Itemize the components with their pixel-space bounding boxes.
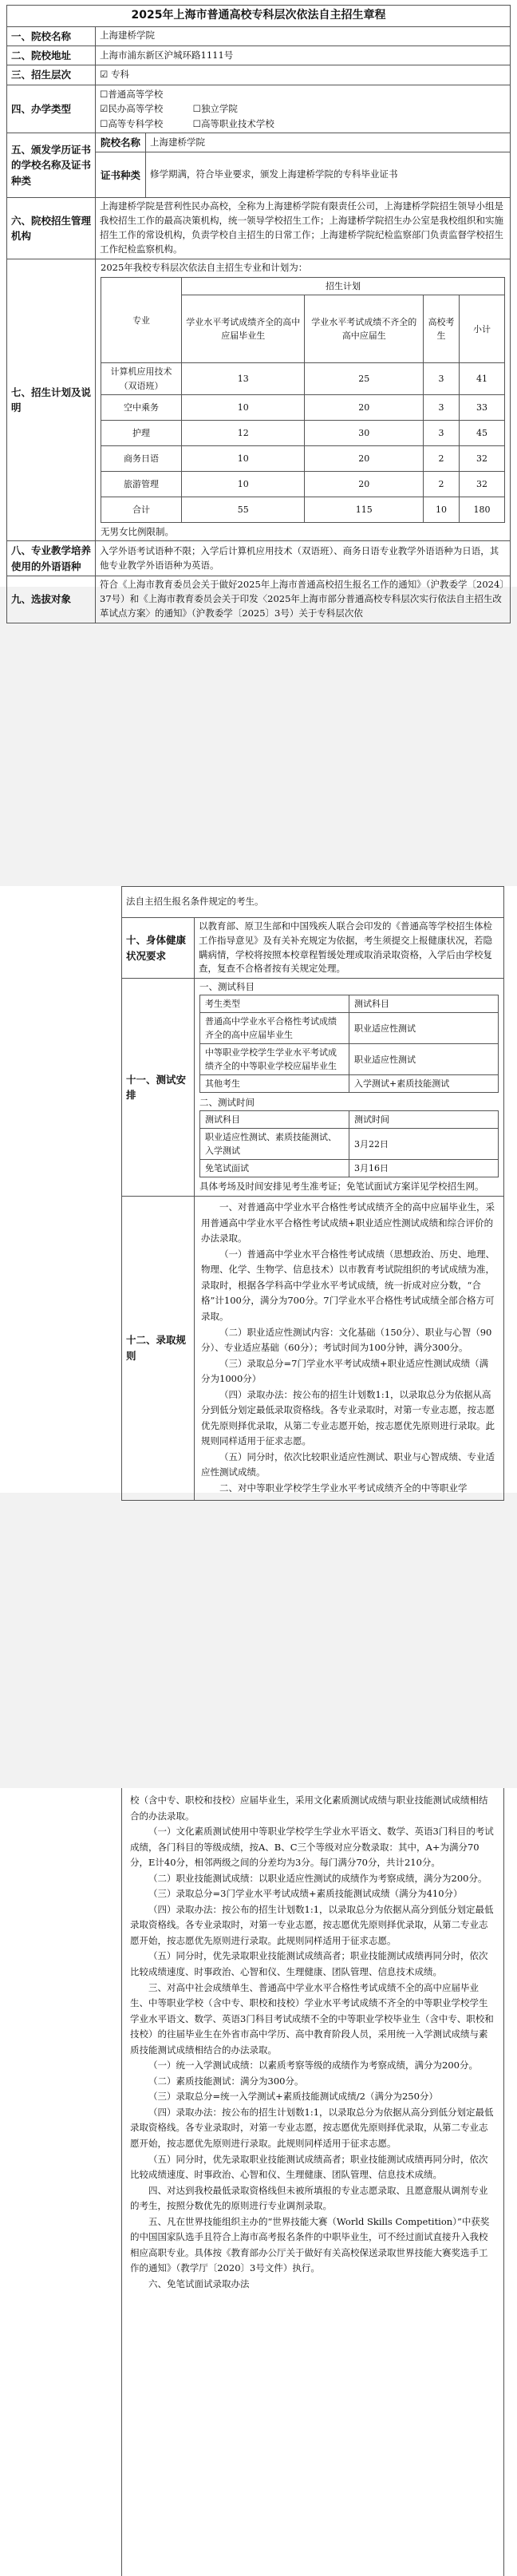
enrollment-plan-note: 无男女比例限制。	[101, 525, 174, 537]
table-row	[200, 1160, 499, 1177]
plan-subtotal: 32	[460, 471, 505, 497]
table-row	[200, 1044, 499, 1075]
total-label: 合计	[101, 497, 182, 522]
level-text: 专科	[110, 69, 129, 81]
major-name: 旅游管理	[101, 471, 182, 497]
row-label-certificate: 五、颁发学历证书的学校名称及证书种类	[7, 133, 96, 197]
rule-paragraph: 二、对中等职业学校学生学业水平考试成绩齐全的中等职业学	[219, 1482, 468, 1494]
header-major: 专业	[101, 278, 182, 363]
charter-table-part1	[6, 5, 511, 623]
test-subjects-heading: 一、测试科目	[199, 981, 255, 993]
row-label-school-name: 一、院校名称	[7, 26, 96, 46]
plan-value: 2	[424, 471, 460, 497]
admission-rules-continued	[121, 1788, 504, 2576]
rule-paragraph: （五）同分时，优先录取职业技能测试成绩高者；职业技能测试成绩再同分时，依次比较成绩速度、时事政治、心智和仪、生理健康、团队管理、信息技术成绩。	[130, 2153, 488, 2181]
table-row	[200, 1129, 499, 1160]
row-label-level: 三、招生层次	[7, 65, 96, 85]
enrollment-plan-cell	[96, 259, 511, 541]
rule-paragraph: （四）录取办法：按公布的招生计划数1:1，以录取总分为依据从高分到低分划定最低录取资格线。各专业录取时，对第一专业志愿，按志愿优先原则择优录取，从第二专业志愿开始，按志愿优先原则进行录取。此规则同样适用于征求志愿。	[130, 2106, 494, 2150]
admission-office-text: 上海建桥学院是营利性民办高校，全称为上海建桥学院有限责任公司，上海建桥学院招生领导小组是我校招生工作的最高决策机构，统一领导学校招生工作；上海建桥学院招生办公室是我校组织和实施招生工作的常设机构，负责学校自主招生的日常工作；上海建桥学院纪检监察部门负责监督学校招生工作纪检监察机构。	[96, 198, 511, 259]
option-general-university: 普通高等学校	[108, 88, 164, 100]
checkbox-icon: ☐	[192, 117, 201, 129]
plan-value: 30	[305, 420, 424, 445]
plan-value: 3	[424, 420, 460, 445]
table-row	[101, 445, 505, 471]
test-arrangement-note: 具体考场及时间安排见考生准考证；免笔试面试方案详见学校招生网。	[199, 1181, 484, 1193]
school-type-options	[96, 85, 511, 133]
test-subject: 免笔试面试	[200, 1160, 349, 1177]
sub-label-school-name: 院校名称	[96, 133, 146, 152]
rule-paragraph: （二）职业适应性测试内容：文化基础（150分）、职业与心智（90分）、专业适应基础（60分）；考试时间为100分钟，满分300分。	[201, 1326, 492, 1354]
rule-paragraph: （三）录取总分=7门学业水平考试成绩+职业适应性测试成绩（满分为1000分）	[201, 1357, 489, 1385]
rule-paragraph: 五、凡在世界技能组织主办的“世界技能大赛（World Skills Competition）”中获奖的中国国家队选手且符合上海市高考报名条件的中职毕业生，可不经过面试直接升入我校相应高职专业。具体按《教育部办公厅关于做好有关高校保送录取世界技能大赛奖选手工作的通知》（教学厅〔2020〕3号文件）执行。	[130, 2215, 490, 2274]
test-subjects-table	[199, 995, 499, 1093]
plan-subtotal: 41	[460, 363, 505, 394]
rule-paragraph: （三）录取总分=统一入学测试+素质技能测试成绩/2（满分为250分）	[148, 2091, 438, 2103]
total-value: 115	[305, 497, 424, 522]
level-value	[96, 65, 511, 85]
header-complete-scores: 学业水平考试成绩齐全的高中应届毕业生	[182, 295, 305, 363]
test-subject: 入学测试+素质技能测试	[349, 1075, 499, 1093]
rule-paragraph: 四、对达到我校最低录取资格线但未被所填报的专业志愿录取、且愿意服从调剂专业的考生，按照分数优先的原则进行专业调剂录取。	[130, 2184, 488, 2212]
option-junior-college: 高等专科学校	[108, 117, 164, 129]
page-2	[0, 886, 517, 1493]
rule-paragraph: （一）统一入学测试成绩：以素质考察等级的成绩作为考察成绩，满分为200分。	[148, 2060, 478, 2071]
rule-paragraph: （二）素质技能测试：满分为300分。	[148, 2075, 304, 2087]
selection-target-text: 符合《上海市教育委员会关于做好2025年上海市普通高校招生报名工作的通知》（沪教委学〔2024〕37号）和《上海市教育委员会关于印发〈2025年上海市部分普通高校专科层次实行依法自主招生改革试点方案〉的通知》（沪教委学〔2025〕3号）关于专科层次依	[96, 576, 511, 623]
rule-paragraph: （二）职业技能测试成绩：以职业适应性测试的成绩作为考察成绩，满分为200分。	[148, 1872, 487, 1884]
header-plan: 招生计划	[182, 278, 505, 295]
plan-value: 20	[305, 394, 424, 420]
checkbox-icon: ☐	[100, 88, 109, 100]
rule-paragraph: （五）同分时，优先录取职业技能测试成绩高者；职业技能测试成绩再同分时，依次比较成绩速度、时事政治、心智和仪、生理健康、团队管理、信息技术成绩。	[130, 1950, 488, 1978]
plan-value: 12	[182, 420, 305, 445]
certificate-type-value: 修学期满，符合毕业要求，颁发上海建桥学院的专科毕业证书	[146, 152, 511, 198]
option-vocational-college: 高等职业技术学校	[200, 117, 274, 129]
table-row	[101, 420, 505, 445]
major-name: 商务日语	[101, 445, 182, 471]
enrollment-plan-intro: 2025年我校专科层次依法自主招生专业和计划为：	[101, 261, 308, 273]
rule-paragraph: 三、对高中社会成绩单生、普通高中学业水平合格性考试成绩不全的高中应届毕业生、中等职业学校（含中专、职校和技校）学业水平考试成绩不齐全的中等职业学校学生学业水平语文、数学、英语3门科目考试成绩不全的中等职业学校毕业生（含中专、职校和技校）的往届毕业生在外省市高中学历、高中教育阶段人员，采用统一入学测试成绩与素质技能测试成绩相结合的办法录取。	[130, 1981, 494, 2056]
rule-paragraph: （三）录取总分=3门学业水平考试成绩+素质技能测试成绩（满分为410分）	[148, 1888, 463, 1900]
school-name-value: 上海建桥学院	[96, 26, 511, 46]
row-label-school-address: 二、院校地址	[7, 46, 96, 65]
rule-paragraph: 六、免笔试面试录取办法	[148, 2277, 250, 2289]
plan-subtotal: 33	[460, 394, 505, 420]
rule-paragraph: （五）同分时，依次比较职业适应性测试、职业与心智成绩、专业适应性测试成绩。	[201, 1450, 495, 1478]
header-subtotal: 小计	[460, 295, 505, 363]
header-test-subject: 测试科目	[349, 995, 499, 1013]
total-value: 55	[182, 497, 305, 522]
test-subject: 职业适应性测试、素质技能测试、入学测试	[200, 1129, 349, 1160]
rule-paragraph: （四）录取办法：按公布的招生计划数1:1，以录取总分为依据从高分到低分划定最低录取资格线。各专业录取时，对第一专业志愿，按志愿优先原则择优录取，从第二专业志愿开始，按志愿优先原则进行录取。此规则同样适用于征求志愿。	[201, 1388, 495, 1447]
school-address-value: 上海市浦东新区沪城环路1111号	[96, 46, 511, 65]
row-label-admission-rules: 十二、录取规则	[122, 1197, 195, 1500]
major-name: 护理	[101, 420, 182, 445]
row-label-school-type: 四、办学类型	[7, 85, 96, 133]
header-test-time: 测试时间	[349, 1111, 499, 1129]
admission-rules-cell	[195, 1197, 504, 1500]
plan-value: 10	[182, 445, 305, 471]
table-row	[101, 394, 505, 420]
plan-value: 25	[305, 363, 424, 394]
plan-value: 10	[182, 394, 305, 420]
test-subject: 职业适应性测试	[349, 1044, 499, 1075]
table-row	[200, 1075, 499, 1093]
plan-value: 3	[424, 363, 460, 394]
checkbox-icon: ☐	[192, 103, 201, 115]
major-name: 计算机应用技术（双语班）	[101, 363, 182, 394]
plan-value: 10	[182, 471, 305, 497]
foreign-language-text: 入学外语考试语种不限；入学后计算机应用技术（双语班）、商务日语专业教学外语语种为日语，其他专业教学外语语种为英语。	[96, 541, 511, 576]
table-row	[200, 1013, 499, 1044]
rule-paragraph: 校（含中专、职校和技校）应届毕业生，采用文化素质测试成绩与职业技能测试成绩相结合的办法录取。	[130, 1794, 488, 1822]
plan-value: 2	[424, 445, 460, 471]
row-label-foreign-language: 八、专业教学培养使用的外语语种	[7, 541, 96, 576]
rule-paragraph: （四）录取办法：按公布的招生计划数1:1，以录取总分为依据从高分到低分划定最低录取资格线。各专业录取时，对第一专业志愿，按志愿优先原则择优录取，从第二专业志愿开始，按志愿优先原则进行录取。此规则同样适用于征求志愿。	[130, 1903, 494, 1946]
row-label-health: 十、身体健康状况要求	[122, 918, 195, 979]
table-row-total	[101, 497, 505, 522]
header-other-candidates: 高校考生	[424, 295, 460, 363]
plan-subtotal: 45	[460, 420, 505, 445]
test-arrangement-cell	[195, 979, 504, 1197]
plan-value: 20	[305, 471, 424, 497]
charter-table-part2	[121, 886, 504, 1501]
page-1	[0, 0, 517, 619]
row-label-admission-office: 六、院校招生管理机构	[7, 198, 96, 259]
enrollment-plan-table	[101, 277, 505, 522]
plan-subtotal: 32	[460, 445, 505, 471]
row-label-selection-target: 九、选拔对象	[7, 576, 96, 623]
test-time-table	[199, 1110, 499, 1177]
selection-target-continued: 法自主招生报名条件规定的考生。	[122, 887, 504, 918]
table-row	[101, 471, 505, 497]
row-label-test-arrangement: 十一、测试安排	[122, 979, 195, 1197]
rule-paragraph: （一）文化素质测试使用中等职业学校学生学业水平语文、数学、英语3门科目的考试成绩，各门科目的等级成绩，按A、B、C三个等级对应分数录取：其中，A+为满分70分，E计40分，相邻两级之间的分差均为3分。每门满分70分，共计210分。	[130, 1826, 494, 1869]
rule-paragraph: 一、对普通高中学业水平合格性考试成绩齐全的高中应届毕业生，采用普通高中学业水平合格性考试成绩+职业适应性测试成绩和综合评价的办法录取。	[201, 1201, 495, 1244]
health-requirement-text: 以教育部、原卫生部和中国残疾人联合会印发的《普通高等学校招生体检工作指导意见》及有关补充规定为依据，考生须提交上报健康状况，若隐瞒病情，学校将按照本校章程暂缓处理或取消录取资格，入学后由学校复查，复查不合格者按有关规定处理。	[195, 918, 504, 979]
checkbox-checked-icon: ☑	[100, 69, 109, 81]
plan-value: 20	[305, 445, 424, 471]
plan-value: 13	[182, 363, 305, 394]
test-date: 3月16日	[349, 1160, 499, 1177]
grand-total: 180	[460, 497, 505, 522]
page-3	[0, 1788, 517, 2576]
option-private-university: 民办高等学校	[108, 103, 164, 115]
rule-paragraph: （一）普通高中学业水平合格性考试成绩（思想政治、历史、地理、物理、化学、生物学、信息技术）以市教育考试院组织的考试成绩为准，录取时，根据各学科高中学业水平考试成绩，统一折成对应分数，“合格”计100分，满分为700分。7门学业水平合格性考试成绩全部合格方可录取。	[201, 1248, 495, 1322]
checkbox-checked-icon: ☑	[100, 103, 109, 115]
candidate-type: 中等职业学校学生学业水平考试成绩齐全的中等职业学校应届毕业生	[200, 1044, 349, 1075]
table-row	[101, 363, 505, 394]
sub-label-certificate-type: 证书种类	[96, 152, 146, 198]
page-title: 2025年上海市普通高校专科层次依法自主招生章程	[7, 6, 511, 27]
checkbox-icon: ☐	[100, 117, 109, 129]
test-date: 3月22日	[349, 1129, 499, 1160]
row-label-enrollment-plan: 七、招生计划及说明	[7, 259, 96, 541]
header-incomplete-scores: 学业水平考试成绩不齐全的高中应届生	[305, 295, 424, 363]
option-independent-college: 独立学院	[200, 103, 238, 115]
certificate-school-value: 上海建桥学院	[146, 133, 511, 152]
test-time-heading: 二、测试时间	[199, 1097, 255, 1109]
header-test-subject: 测试科目	[200, 1111, 349, 1129]
plan-value: 3	[424, 394, 460, 420]
header-candidate-type: 考生类型	[200, 995, 349, 1013]
major-name: 空中乘务	[101, 394, 182, 420]
candidate-type: 普通高中学业水平合格性考试成绩齐全的高中应届毕业生	[200, 1013, 349, 1044]
candidate-type: 其他考生	[200, 1075, 349, 1093]
total-value: 10	[424, 497, 460, 522]
test-subject: 职业适应性测试	[349, 1013, 499, 1044]
